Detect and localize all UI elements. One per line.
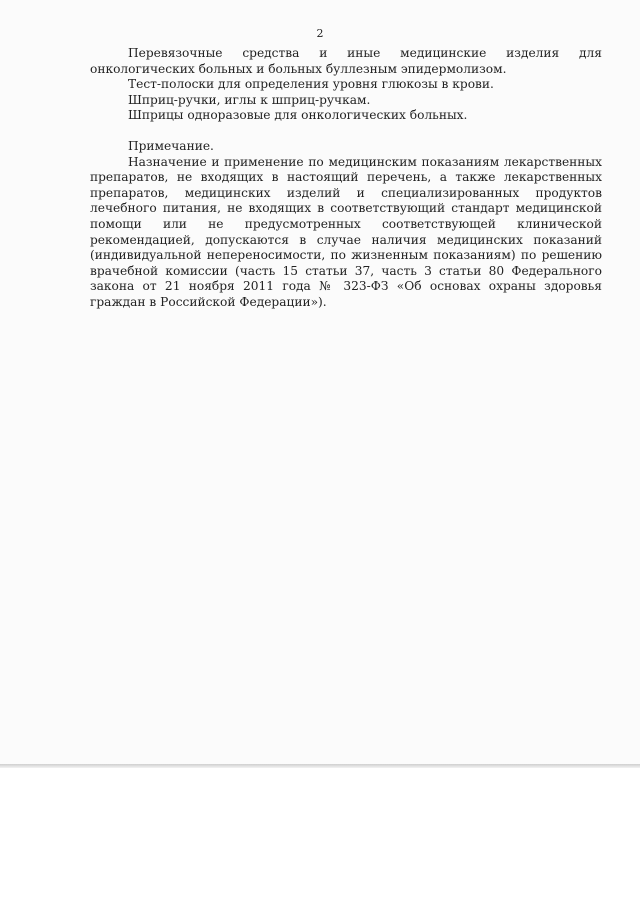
blank-area [0, 768, 640, 905]
list-item-test-strips: Тест-полоски для определения уровня глюкозы в крови. [128, 77, 494, 92]
list-item-syringe-pens: Шприц-ручки, иглы к шприц-ручкам. [128, 92, 371, 107]
note-heading: Примечание. [128, 138, 214, 153]
note-text: Назначение и применение по медицинским показаниям лекарственных препаратов, не входящих в настоящий перечень, а также лекарственных препаратов, медицинских изделий и специализированных продуктов лечебного питания, не входящих в соответствующий стандарт медицинской помощи или не предусмотренных соответствующей клинической рекомендацией, допускаются в случае наличия медицинских показаний (индивидуальной непереносимости, по жизненным показаниям) по решению врачебной комиссии (часть 15 статьи 37, часть 3 статьи 80 Федерального закона от 21 ноября 2011 года № 323-ФЗ «Об основах охраны здоровья граждан в Российской Федерации»). [90, 154, 602, 309]
page-number: 2 [316, 27, 324, 40]
paragraph-gap [90, 124, 602, 139]
document-body [90, 46, 602, 311]
list-item-dressings: Перевязочные средства и иные медицинские изделия для онкологических больных и больных буллезным эпидермолизом. [90, 46, 602, 76]
list-item-disposable-syringes: Шприцы одноразовые для онкологических больных. [128, 108, 468, 123]
